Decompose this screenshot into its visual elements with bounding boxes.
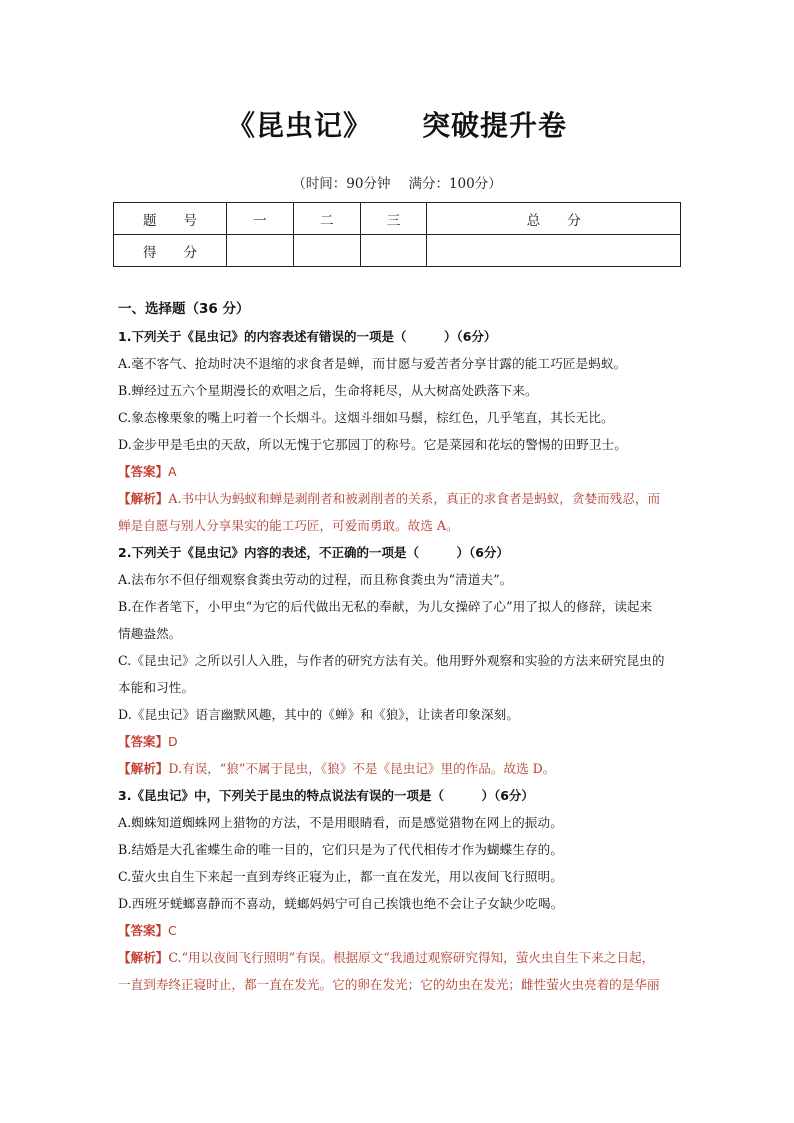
analysis-tag: 【解析】 [118, 950, 169, 965]
question-option: 情趣盎然。 [118, 626, 182, 641]
answer-tag: 【答案】 [118, 464, 169, 479]
answer-value: A [168, 464, 177, 479]
score-table [113, 202, 681, 267]
analysis-text: 一直到寿终正寝时止，都一直在发光。它的卵在发光；它的幼虫在发光；雌性萤火虫亮着的是华丽 [118, 977, 660, 992]
analysis-text: D.有误，“狼”不属于昆虫，《狼》不是《昆虫记》里的作品。故选 D。 [168, 761, 556, 776]
score-header-cell: 三 [360, 203, 427, 235]
score-input-cell[interactable] [427, 235, 681, 267]
analysis-text: A.书中认为蚂蚁和蝉是剥削者和被剥削者的关系，真正的求食者是蚂蚁，贪婪而残忍，而 [168, 491, 661, 506]
question-stem: 1.下列关于《昆虫记》的内容表述有错误的一项是（ ）（6分） [118, 329, 497, 344]
answer-tag: 【答案】 [118, 923, 169, 938]
answer-tag: 【答案】 [118, 734, 169, 749]
exam-info [0, 172, 794, 192]
question-option: C.《昆虫记》之所以引人入胜，与作者的研究方法有关。他用野外观察和实验的方法来研究昆虫的 [118, 653, 665, 668]
score-header-cell: 总 分 [427, 203, 681, 235]
score-table-score-row [114, 235, 681, 267]
question-stem: 2.下列关于《昆虫记》内容的表述，不正确的一项是（ ）（6分） [118, 545, 509, 560]
score-input-cell[interactable] [360, 235, 427, 267]
analysis-line [118, 755, 702, 782]
analysis-text: C.“用以夜间飞行照明”有误。根据原文“我通过观察研究得知，萤火虫自生下来之日起， [168, 950, 655, 965]
score-input-cell[interactable] [227, 235, 294, 267]
score-row-label: 得 分 [114, 235, 227, 267]
question-option: C.象态橡栗象的嘴上叼着一个长烟斗。这烟斗细如马鬃，棕红色，几乎笔直，其长无比。 [118, 410, 614, 425]
answer-value: D [168, 734, 178, 749]
answer-line [118, 728, 702, 755]
page-title [0, 104, 794, 144]
question-option: A.法布尔不但仔细观察食粪虫劳动的过程，而且称食粪虫为“清道夫”。 [118, 572, 513, 587]
exam-full-score: 满分：100分） [408, 176, 502, 192]
exam-body [118, 296, 702, 998]
section-heading: 一、选择题（36 分） [118, 301, 250, 317]
answer-line [118, 917, 702, 944]
question-option: A.蜘蛛知道蜘蛛网上猎物的方法，不是用眼睛看，而是感觉猎物在网上的振动。 [118, 815, 563, 830]
score-table-header-row [114, 203, 681, 235]
title-book: 《昆虫记》 [226, 109, 372, 142]
question-option: D.金步甲是毛虫的天敌，所以无愧于它那园丁的称号。它是菜园和花坛的警惕的田野卫士。 [118, 437, 627, 452]
score-header-cell: 二 [293, 203, 360, 235]
score-input-cell[interactable] [293, 235, 360, 267]
question-option: D.《昆虫记》语言幽默风趣，其中的《蝉》和《狼》，让读者印象深刻。 [118, 707, 520, 722]
answer-value: C [168, 923, 177, 938]
question-option: A.毫不客气、抢劫时决不退缩的求食者是蝉，而甘愿与爱苦者分享甘露的能工巧匠是蚂蚁。 [118, 356, 627, 371]
analysis-text: 蝉是自愿与别人分享果实的能工巧匠，可爱而勇敢。故选 A。 [118, 518, 459, 533]
score-header-cell: 题 号 [114, 203, 227, 235]
analysis-tag: 【解析】 [118, 761, 169, 776]
question-option: 本能和习性。 [118, 680, 195, 695]
score-header-cell: 一 [227, 203, 294, 235]
question-option: B.蝉经过五六个星期漫长的欢唱之后，生命将耗尽，从大树高处跌落下来。 [118, 383, 538, 398]
question-option: B.在作者笔下，小甲虫“为它的后代做出无私的奉献，为儿女操碎了心”用了拟人的修辞，读起来 [118, 599, 653, 614]
analysis-line [118, 944, 702, 971]
analysis-line [118, 485, 702, 512]
question-stem: 3.《昆虫记》中，下列关于昆虫的特点说法有误的一项是（ ）（6分） [118, 788, 534, 803]
analysis-tag: 【解析】 [118, 491, 169, 506]
question-option: B.结婚是大孔雀蝶生命的唯一目的，它们只是为了代代相传才作为蝴蝶生存的。 [118, 842, 564, 857]
exam-time: （时间：90分钟 [292, 176, 391, 192]
title-name: 突破提升卷 [422, 109, 568, 142]
answer-line [118, 458, 702, 485]
question-option: C.萤火虫自生下来起一直到寿终正寝为止，都一直在发光，用以夜间飞行照明。 [118, 869, 563, 884]
question-option: D.西班牙蜣螂喜静而不喜动，蜣螂妈妈宁可自己挨饿也绝不会让子女缺少吃喝。 [118, 896, 564, 911]
